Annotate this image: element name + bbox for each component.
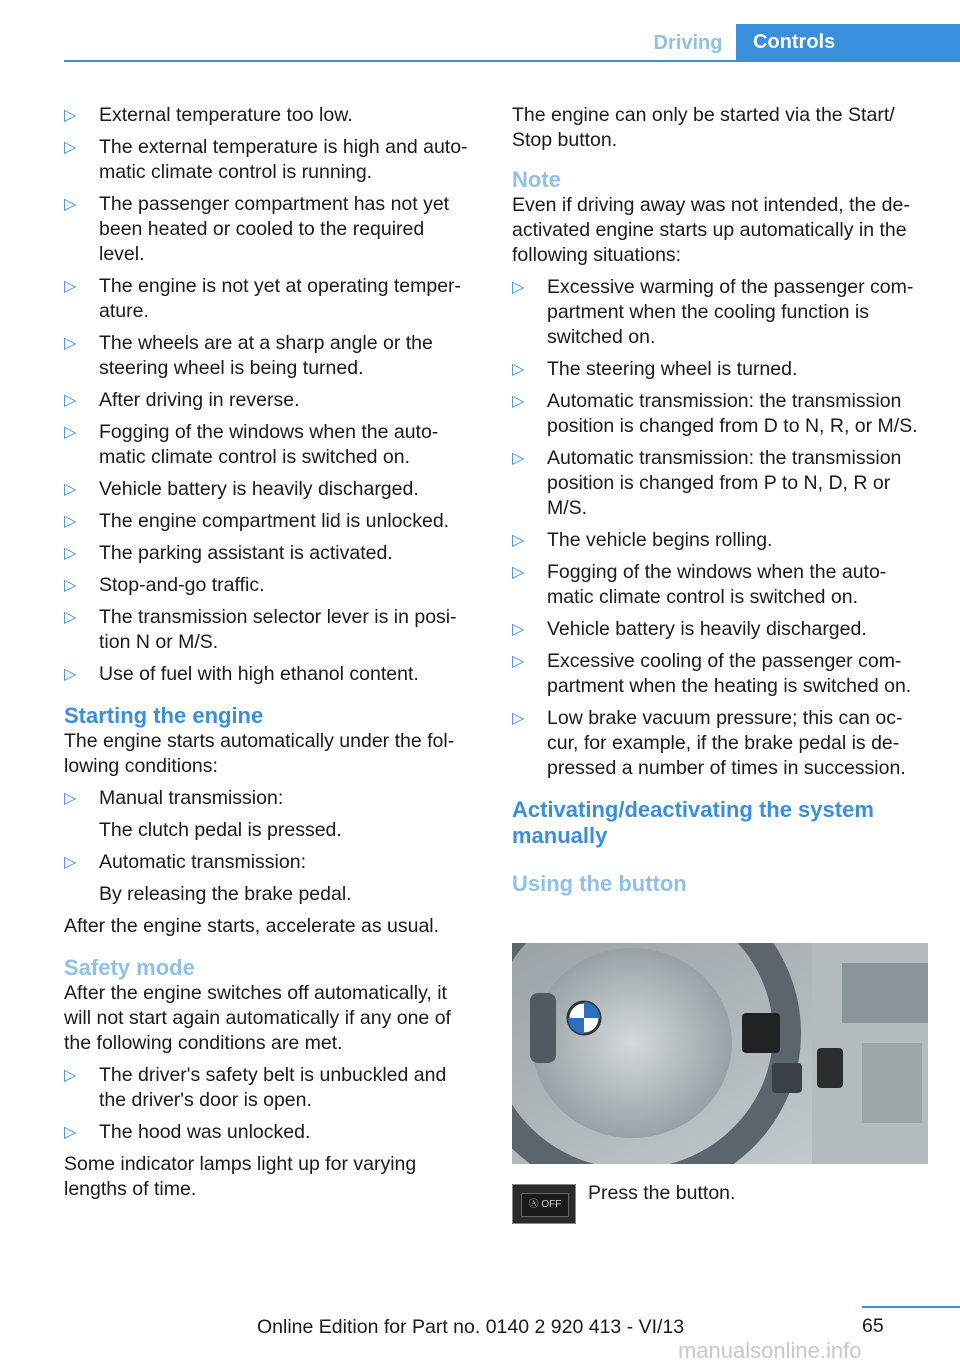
list-item: ▷ After driving in reverse. [64, 389, 300, 411]
note-heading: Note [512, 167, 561, 192]
heading-using-button: Using the button [512, 871, 687, 896]
list-item: ▷ Fogging of the windows when the auto- matic climate control is switched on. [512, 561, 887, 608]
list-item: ▷ Excessive warming of the passenger com- partment when the cooling function is switched on. [512, 276, 914, 348]
list-item: ▷ Use of fuel with high ethanol content. [64, 663, 419, 685]
heading-activating-system: Activating/deactivating the system manually [512, 797, 874, 848]
list-item: ▷ The transmission selector lever is in posi- tion N or M/S. [64, 606, 457, 653]
triangle-bullet-icon: ▷ [64, 609, 77, 626]
triangle-bullet-icon: ▷ [64, 196, 77, 213]
press-button-text: Press the button. [588, 1182, 736, 1204]
list-item: ▷ Automatic transmission: the transmission position is changed from P to N, D, R or M/S. [512, 447, 902, 519]
list-item: ▷ Low brake vacuum pressure; this can oc- cur, for example, if the brake pedal is de- pressed a number of times in succession. [512, 707, 906, 779]
triangle-bullet-icon: ▷ [64, 424, 77, 441]
list-item: ▷ The passenger compartment has not yet been heated or cooled to the required level. [64, 193, 450, 265]
safety-list [64, 1063, 478, 1145]
list-item: ▷ Automatic transmission: By releasing the brake pedal. [64, 851, 352, 905]
list-item: ▷ The wheels are at a sharp angle or the steering wheel is being turned. [64, 332, 433, 379]
triangle-bullet-icon: ▷ [64, 854, 77, 871]
list-item: ▷ Excessive cooling of the passenger com- partment when the heating is switched on. [512, 650, 912, 697]
edition-text: Online Edition for Part no. 0140 2 920 413 - VI/13 [257, 1316, 685, 1338]
list-item: ▷ The hood was unlocked. [64, 1121, 311, 1143]
starting-list [64, 786, 478, 907]
triangle-bullet-icon: ▷ [64, 107, 77, 124]
list-item: ▷ Automatic transmission: the transmission position is changed from D to N, R, or M/S. [512, 390, 918, 437]
triangle-bullet-icon: ▷ [64, 1067, 77, 1084]
note-list [512, 275, 928, 781]
section-tab-controls: Controls [736, 24, 960, 61]
list-item: ▷ Vehicle battery is heavily discharged. [512, 618, 867, 640]
page-number: 65 [862, 1315, 884, 1337]
header-rule [64, 60, 960, 62]
triangle-bullet-icon: ▷ [512, 279, 525, 296]
footer-rule [862, 1306, 960, 1308]
safety-intro: After the engine switches off automatically, it will not start again automatically if any one of the following conditions are met. [64, 982, 451, 1054]
list-item: ▷ The external temperature is high and auto- matic climate control is running. [64, 136, 468, 183]
list-item: ▷ Vehicle battery is heavily discharged. [64, 478, 419, 500]
triangle-bullet-icon: ▷ [512, 621, 525, 638]
triangle-bullet-icon: ▷ [64, 577, 77, 594]
triangle-bullet-icon: ▷ [64, 139, 77, 156]
right-column [512, 103, 928, 897]
steering-wheel-photo [512, 943, 928, 1164]
triangle-bullet-icon: ▷ [64, 790, 77, 807]
triangle-bullet-icon: ▷ [64, 481, 77, 498]
list-item: ▷ Manual transmission: The clutch pedal is pressed. [64, 787, 342, 841]
safety-after: Some indicator lamps light up for varying lengths of time. [64, 1153, 417, 1200]
triangle-bullet-icon: ▷ [512, 710, 525, 727]
section-tab-driving: Driving [653, 32, 723, 54]
start-stop-paragraph: The engine can only be started via the Start/ Stop button. [512, 104, 895, 151]
triangle-bullet-icon: ▷ [64, 513, 77, 530]
triangle-bullet-icon: ▷ [512, 564, 525, 581]
triangle-bullet-icon: ▷ [64, 666, 77, 683]
triangle-bullet-icon: ▷ [64, 335, 77, 352]
triangle-bullet-icon: ▷ [64, 1124, 77, 1141]
auto-start-stop-off-icon: Ⓐ OFF [512, 1184, 576, 1224]
starting-intro: The engine starts automatically under the fol- lowing conditions: [64, 730, 455, 777]
watermark: manualsonline.info [678, 1338, 862, 1363]
triangle-bullet-icon: ▷ [64, 545, 77, 562]
starting-after: After the engine starts, accelerate as usual. [64, 915, 440, 937]
list-item: ▷ The driver's safety belt is unbuckled and the driver's door is open. [64, 1064, 447, 1111]
conditions-list [64, 103, 478, 687]
list-item: ▷ External temperature too low. [64, 104, 353, 126]
list-item: ▷ Fogging of the windows when the auto- matic climate control is switched on. [64, 421, 439, 468]
triangle-bullet-icon: ▷ [64, 278, 77, 295]
car-interior-illustration [512, 943, 928, 1164]
triangle-bullet-icon: ▷ [512, 393, 525, 410]
heading-starting-engine: Starting the engine [64, 703, 264, 728]
list-item: ▷ The engine is not yet at operating temper- ature. [64, 275, 462, 322]
list-item: ▷ Stop-and-go traffic. [64, 574, 265, 596]
triangle-bullet-icon: ▷ [512, 532, 525, 549]
heading-safety-mode: Safety mode [64, 955, 195, 980]
triangle-bullet-icon: ▷ [64, 392, 77, 409]
list-item: ▷ The vehicle begins rolling. [512, 529, 773, 551]
triangle-bullet-icon: ▷ [512, 450, 525, 467]
triangle-bullet-icon: ▷ [512, 653, 525, 670]
list-item: ▷ The engine compartment lid is unlocked. [64, 510, 450, 532]
list-item: ▷ The steering wheel is turned. [512, 358, 798, 380]
note-intro: Even if driving away was not intended, the de- activated engine starts up automatically in the following situations: [512, 194, 910, 266]
left-column [64, 103, 478, 1202]
list-item: ▷ The parking assistant is activated. [64, 542, 393, 564]
triangle-bullet-icon: ▷ [512, 361, 525, 378]
